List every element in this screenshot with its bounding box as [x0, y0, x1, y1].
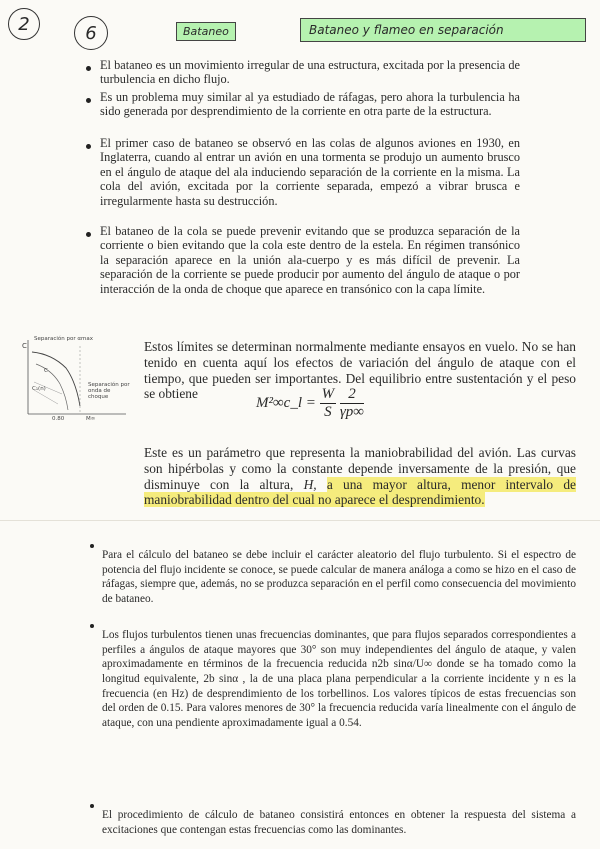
- figure-xlabel: M∞: [86, 416, 96, 422]
- paragraph-text: El primer caso de bataneo se observó en las colas de algunos aviones en 1930, en Inglaterra, cuando al entrar un avión en una tormenta se produjo un aumento brusco en el ángulo de ataque del ala induciendo separación de la corriente en la misma. La cola del avión, excitada por la corriente separada, empezó a vibrar brusca e irregularmente hasta su destrucción.: [100, 136, 520, 208]
- bullet-dot: [86, 98, 91, 103]
- paragraph-text: El bataneo de la cola se puede prevenir evitando que se produzca separación de la corriente o bien evitando que la cola este dentro de la estela. En régimen transónico la separación aparece en la unión ala-cuerpo y es más difícil de prevenir. La separación de la corriente se puede producir por aumento del ángulo de ataque o por interacción de la onda de choque que aparece en transónico con la capa límite.: [100, 224, 520, 296]
- figure-svg: [22, 334, 132, 422]
- bullet-dot: [90, 544, 94, 548]
- paragraph-text: Los flujos turbulentos tienen unas frecuencias dominantes, que para flujos separados correspondientes a perfiles a ángulos de ataque mayores que 30° son muy independientes del ángulo de ataque, y valen aproximadamente en términos de la frecuencia reducida n2b sinα/U∞ donde se ha tomado como la longitud equivalente, 2b sinα , la de una placa plana perpendicular a la corriente incidente y n es la frecuencia (en Hz) de desprendimiento de los torbellinos. Los valores típicos de estas frecuencias son del orden de 0.15. Para valores menores de 30° la frecuencia reducida varía linealmente con el ángulo de ataque, con una pendiente aproximadamente igual a 0.54.: [102, 629, 576, 729]
- formula-num-2: 2: [340, 386, 364, 404]
- section-number-circle: [74, 16, 108, 50]
- figure-ylabel: C: [22, 342, 27, 350]
- section-divider: [0, 520, 600, 521]
- paragraph-text: Estos límites se determinan normalmente mediante ensayos en vuelo. No se han tenido en cuenta aquí los efectos de variación del ángulo de ataque con el tiempo, que pueden ser importantes. Del equilibrio entre sustentación y el peso se obtiene: [144, 339, 576, 402]
- figure-sep-shock: Separación por onda de choque: [88, 382, 130, 400]
- paragraph-top-4: [100, 224, 520, 296]
- paragraph-top-1: [100, 58, 520, 87]
- tag-label: Bataneo: [176, 22, 236, 41]
- buffet-boundary-figure: [22, 334, 132, 422]
- para2-start: Este es un parámetro que representa la maniobrabilidad del avión. Las curvas son hipérbolas y como la constante depende inversamente de la presión, que disminuye con la altura,: [144, 445, 576, 492]
- formula-den-1: S: [324, 404, 332, 420]
- paragraph-bottom-2: [102, 617, 576, 742]
- formula-den-2: γp∞: [339, 404, 364, 420]
- paragraph-top-2: [100, 90, 520, 119]
- paragraph-bottom-1: [102, 537, 576, 618]
- paragraph-text: Es un problema muy similar al ya estudiado de ráfagas, pero ahora la turbulencia ha sido generada por desprendimiento de la corriente en otra parte de la estructura.: [100, 90, 520, 119]
- figure-x-tick: 0.80: [52, 416, 65, 422]
- boundary-curve: [32, 352, 80, 406]
- para2-highlight: a una mayor altura, menor intervalo de maniobrabilidad dentro del cual no aparece el desprendimiento.: [144, 476, 576, 508]
- formula-fraction-2: [340, 386, 364, 421]
- formula-num-1: W: [321, 386, 335, 402]
- page-number-circle: [8, 8, 40, 40]
- paragraph-text: El procedimiento de cálculo de bataneo consistirá entonces en obtener la respuesta del sistema a excitaciones que contengan estas frecuencias como las dominantes.: [102, 809, 576, 836]
- para2-H: H,: [303, 476, 317, 492]
- paragraph-text: Para el cálculo del bataneo se debe incluir el carácter aleatorio del flujo turbulento. Si el espectro de potencia del flujo incidente se conoce, se puede calcular de manera análoga a como se hizo en el caso de ráfagas, siempre que, además, no se produzca separación en el perfil como consecuencia del movimiento de bataneo.: [102, 549, 576, 606]
- paragraph-top-3: [100, 136, 520, 208]
- paragraph-text: [144, 445, 576, 507]
- figure-curve-label: C: [44, 368, 48, 374]
- formula-lhs: M²∞c_l =: [256, 394, 316, 411]
- circle-number-2: 6: [85, 22, 97, 44]
- bullet-dot: [86, 232, 91, 237]
- circle-number-1: 2: [18, 13, 30, 35]
- bullet-dot: [86, 66, 91, 71]
- figure-y-label2: C₁(n): [32, 386, 46, 392]
- bullet-dot: [90, 804, 94, 808]
- paragraph-maneuverability: [144, 432, 576, 521]
- handwritten-title: Bataneo y flameo en separación: [300, 18, 586, 42]
- formula-fraction-1: [320, 386, 337, 421]
- figure-sep-alpha: Separación por αmax: [34, 336, 93, 342]
- paragraph-text: El bataneo es un movimiento irregular de una estructura, excitada por la presencia de turbulencia en dicho flujo.: [100, 58, 520, 87]
- bullet-dot: [90, 624, 94, 628]
- bullet-dot: [86, 144, 91, 149]
- maneuverability-formula: [256, 386, 364, 421]
- paragraph-bottom-3: [102, 797, 576, 849]
